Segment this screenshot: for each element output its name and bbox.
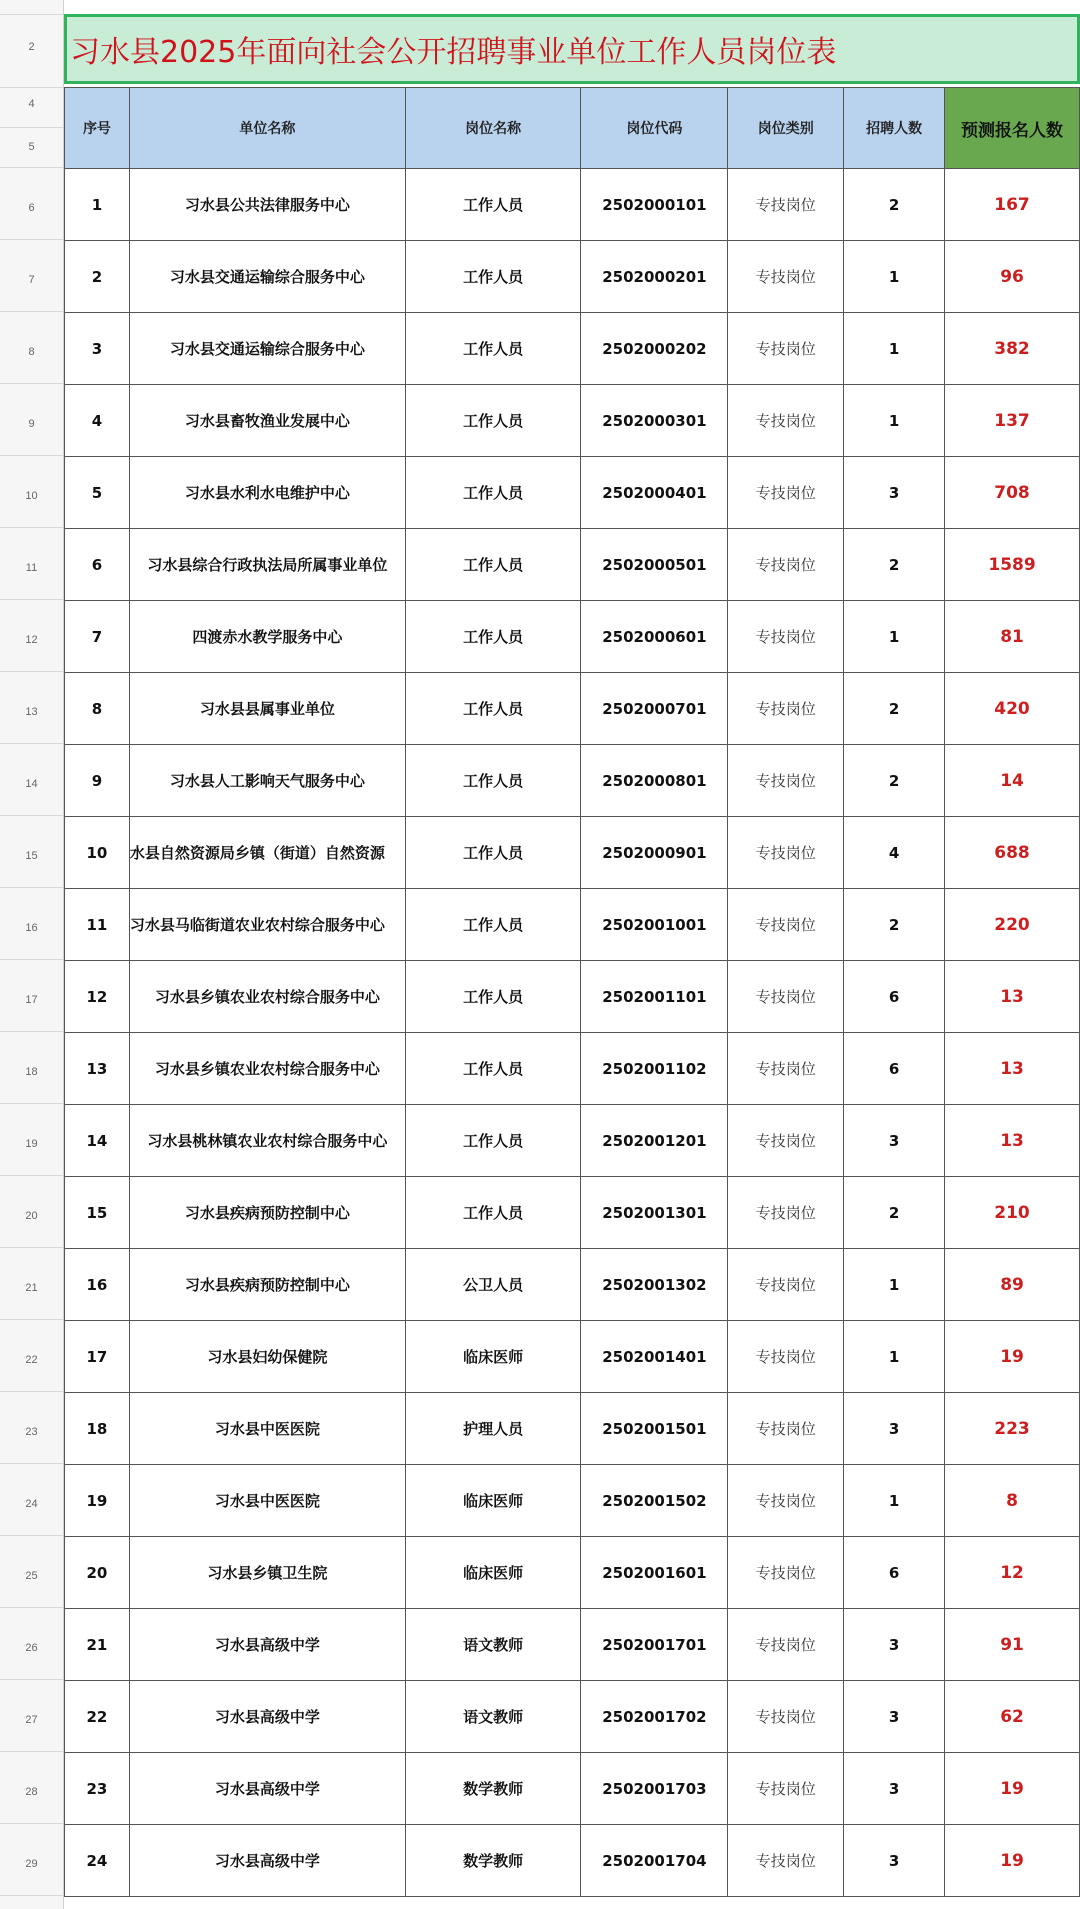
cell-unit-name[interactable]: 习水县乡镇农业农村综合服务中心 [129, 1033, 405, 1105]
cell-hire-count[interactable]: 2 [844, 745, 945, 817]
row-number[interactable]: 9 [28, 418, 35, 430]
cell-unit-name[interactable]: 习水县畜牧渔业发展中心 [129, 385, 405, 457]
cell-position-category[interactable]: 专技岗位 [728, 1321, 844, 1393]
cell-position-category[interactable]: 专技岗位 [728, 1537, 844, 1609]
cell-unit-name[interactable]: 习水县交通运输综合服务中心 [129, 241, 405, 313]
cell-position-name[interactable]: 工作人员 [405, 529, 581, 601]
cell-seq[interactable]: 4 [65, 385, 130, 457]
table-row [65, 961, 1080, 1033]
cell-position-code[interactable]: 2502001001 [581, 889, 728, 961]
row-number[interactable]: 25 [25, 1570, 38, 1582]
cell-position-code[interactable]: 2502001701 [581, 1609, 728, 1681]
cell-predicted-applicants[interactable]: 210 [945, 1177, 1080, 1249]
gutter-divider [0, 1535, 63, 1536]
cell-position-code[interactable]: 2502000601 [581, 601, 728, 673]
cell-predicted-applicants[interactable]: 167 [945, 169, 1080, 241]
cell-position-category[interactable]: 专技岗位 [728, 457, 844, 529]
cell-position-category[interactable]: 专技岗位 [728, 673, 844, 745]
gutter-divider [0, 815, 63, 816]
cell-seq[interactable]: 19 [65, 1465, 130, 1537]
cell-hire-count[interactable]: 3 [844, 1609, 945, 1681]
cell-seq[interactable]: 17 [65, 1321, 130, 1393]
row-number[interactable]: 7 [28, 274, 35, 286]
cell-position-name[interactable]: 工作人员 [405, 457, 581, 529]
cell-hire-count[interactable]: 3 [844, 1825, 945, 1897]
table-row [65, 313, 1080, 385]
cell-seq[interactable]: 20 [65, 1537, 130, 1609]
cell-predicted-applicants[interactable]: 19 [945, 1321, 1080, 1393]
table-row [65, 1825, 1080, 1897]
cell-position-category[interactable]: 专技岗位 [728, 1609, 844, 1681]
cell-position-name[interactable]: 工作人员 [405, 889, 581, 961]
cell-position-code[interactable]: 2502000501 [581, 529, 728, 601]
cell-unit-name[interactable]: 习水县县属事业单位 [129, 673, 405, 745]
cell-seq[interactable]: 3 [65, 313, 130, 385]
cell-predicted-applicants[interactable]: 14 [945, 745, 1080, 817]
cell-predicted-applicants[interactable]: 688 [945, 817, 1080, 889]
row-number[interactable]: 21 [25, 1282, 38, 1294]
cell-predicted-applicants[interactable]: 89 [945, 1249, 1080, 1321]
cell-unit-name[interactable]: 习水县高级中学 [129, 1825, 405, 1897]
row-number[interactable]: 16 [25, 922, 38, 934]
gutter-divider [0, 887, 63, 888]
cell-predicted-applicants[interactable]: 91 [945, 1609, 1080, 1681]
cell-unit-name[interactable]: 习水县疾病预防控制中心 [129, 1177, 405, 1249]
cell-position-category[interactable]: 专技岗位 [728, 1825, 844, 1897]
cell-hire-count[interactable]: 3 [844, 1681, 945, 1753]
cell-position-category[interactable]: 专技岗位 [728, 169, 844, 241]
cell-position-name[interactable]: 工作人员 [405, 745, 581, 817]
cell-position-name[interactable]: 临床医师 [405, 1465, 581, 1537]
cell-hire-count[interactable]: 6 [844, 961, 945, 1033]
cell-position-code[interactable]: 2502000701 [581, 673, 728, 745]
cell-hire-count[interactable]: 4 [844, 817, 945, 889]
cell-seq[interactable]: 7 [65, 601, 130, 673]
table-row [65, 1681, 1080, 1753]
cell-position-code[interactable]: 2502000801 [581, 745, 728, 817]
gutter-divider [0, 455, 63, 456]
header-seq[interactable]: 序号 [65, 88, 130, 169]
cell-predicted-applicants[interactable]: 8 [945, 1465, 1080, 1537]
cell-position-name[interactable]: 工作人员 [405, 169, 581, 241]
cell-seq[interactable]: 21 [65, 1609, 130, 1681]
cell-hire-count[interactable]: 6 [844, 1537, 945, 1609]
cell-position-name[interactable]: 语文教师 [405, 1681, 581, 1753]
row-number[interactable]: 26 [25, 1642, 38, 1654]
cell-hire-count[interactable]: 1 [844, 1321, 945, 1393]
cell-position-code[interactable]: 2502001201 [581, 1105, 728, 1177]
table-row [65, 1753, 1080, 1825]
title-cell-selected[interactable] [64, 14, 1080, 84]
cell-unit-name[interactable]: 习水县乡镇卫生院 [129, 1537, 405, 1609]
header-row [65, 88, 1080, 169]
cell-position-code[interactable]: 2502000301 [581, 385, 728, 457]
cell-hire-count[interactable]: 2 [844, 1177, 945, 1249]
table-row [65, 1465, 1080, 1537]
cell-position-category[interactable]: 专技岗位 [728, 745, 844, 817]
cell-unit-name[interactable]: 习水县妇幼保健院 [129, 1321, 405, 1393]
cell-position-code[interactable]: 2502001704 [581, 1825, 728, 1897]
gutter-divider [0, 311, 63, 312]
table-row [65, 745, 1080, 817]
gutter-divider [0, 127, 63, 128]
gutter-divider [0, 239, 63, 240]
cell-position-category[interactable]: 专技岗位 [728, 889, 844, 961]
header-position-name[interactable]: 岗位名称 [405, 88, 581, 169]
cell-hire-count[interactable]: 6 [844, 1033, 945, 1105]
cell-position-code[interactable]: 2502001702 [581, 1681, 728, 1753]
table-row [65, 457, 1080, 529]
row-number[interactable]: 24 [25, 1498, 38, 1510]
row-number[interactable]: 18 [25, 1066, 38, 1078]
gutter-divider [0, 1607, 63, 1608]
table-row [65, 385, 1080, 457]
table-row [65, 889, 1080, 961]
gutter-divider [0, 527, 63, 528]
cell-position-code[interactable]: 2502000101 [581, 169, 728, 241]
gutter-divider [0, 1175, 63, 1176]
cell-hire-count[interactable]: 3 [844, 1393, 945, 1465]
table-row [65, 1393, 1080, 1465]
table-row [65, 1033, 1080, 1105]
row-number[interactable]: 12 [25, 634, 38, 646]
table-row [65, 673, 1080, 745]
row-number[interactable]: 28 [25, 1786, 38, 1798]
cell-position-code[interactable]: 2502000901 [581, 817, 728, 889]
cell-position-category[interactable]: 专技岗位 [728, 1681, 844, 1753]
sheet-title: 习水县2025年面向社会公开招聘事业单位工作人员岗位表 [70, 35, 837, 70]
cell-position-name[interactable]: 临床医师 [405, 1321, 581, 1393]
row-number[interactable]: 14 [25, 778, 38, 790]
cell-seq[interactable]: 22 [65, 1681, 130, 1753]
cell-position-name[interactable]: 工作人员 [405, 1177, 581, 1249]
table-row [65, 1609, 1080, 1681]
cell-seq[interactable]: 24 [65, 1825, 130, 1897]
gutter-divider [0, 87, 63, 88]
cell-position-name[interactable]: 工作人员 [405, 961, 581, 1033]
cell-unit-name[interactable]: 习水县桃林镇农业农村综合服务中心 [129, 1105, 405, 1177]
cell-hire-count[interactable]: 2 [844, 889, 945, 961]
row-number[interactable]: 5 [28, 141, 35, 153]
row-number[interactable]: 11 [25, 562, 38, 574]
table-row [65, 1105, 1080, 1177]
cell-position-code[interactable]: 2502001502 [581, 1465, 728, 1537]
gutter-divider [0, 959, 63, 960]
gutter-divider [0, 1103, 63, 1104]
row-number[interactable]: 22 [25, 1354, 38, 1366]
cell-position-category[interactable]: 专技岗位 [728, 817, 844, 889]
cell-position-code[interactable]: 2502001703 [581, 1753, 728, 1825]
cell-seq[interactable]: 11 [65, 889, 130, 961]
cell-unit-name[interactable]: 习水县中医医院 [129, 1393, 405, 1465]
header-predicted-applicants[interactable]: 预测报名人数 [945, 88, 1080, 169]
cell-position-name[interactable]: 工作人员 [405, 1033, 581, 1105]
cell-predicted-applicants[interactable]: 12 [945, 1537, 1080, 1609]
cell-unit-name[interactable]: 习水县交通运输综合服务中心 [129, 313, 405, 385]
gutter-divider [0, 1895, 63, 1896]
gutter-divider [0, 14, 63, 15]
gutter-divider [0, 1679, 63, 1680]
cell-position-category[interactable]: 专技岗位 [728, 241, 844, 313]
table-row [65, 601, 1080, 673]
row-number[interactable]: 17 [25, 994, 38, 1006]
cell-seq[interactable]: 6 [65, 529, 130, 601]
cell-seq[interactable]: 9 [65, 745, 130, 817]
cell-predicted-applicants[interactable]: 19 [945, 1825, 1080, 1897]
cell-position-code[interactable]: 2502001401 [581, 1321, 728, 1393]
cell-position-name[interactable]: 工作人员 [405, 601, 581, 673]
cell-position-name[interactable]: 数学教师 [405, 1753, 581, 1825]
cell-predicted-applicants[interactable]: 62 [945, 1681, 1080, 1753]
cell-unit-name[interactable]: 习水县乡镇农业农村综合服务中心 [129, 961, 405, 1033]
cell-seq[interactable]: 15 [65, 1177, 130, 1249]
cell-predicted-applicants[interactable]: 420 [945, 673, 1080, 745]
cell-seq[interactable]: 12 [65, 961, 130, 1033]
cell-hire-count[interactable]: 3 [844, 1753, 945, 1825]
table-row [65, 817, 1080, 889]
cell-predicted-applicants[interactable]: 96 [945, 241, 1080, 313]
table-body [65, 169, 1080, 1897]
table-row [65, 1537, 1080, 1609]
cell-predicted-applicants[interactable]: 13 [945, 1105, 1080, 1177]
table-row [65, 1177, 1080, 1249]
gutter-divider [0, 1391, 63, 1392]
cell-position-category[interactable]: 专技岗位 [728, 1033, 844, 1105]
cell-position-category[interactable]: 专技岗位 [728, 1753, 844, 1825]
cell-predicted-applicants[interactable]: 220 [945, 889, 1080, 961]
gutter-divider [0, 1463, 63, 1464]
cell-unit-name[interactable]: 习水县水利水电维护中心 [129, 457, 405, 529]
cell-position-category[interactable]: 专技岗位 [728, 1177, 844, 1249]
row-number[interactable]: 19 [25, 1138, 38, 1150]
table-row [65, 169, 1080, 241]
cell-seq[interactable]: 1 [65, 169, 130, 241]
cell-seq[interactable]: 5 [65, 457, 130, 529]
cell-hire-count[interactable]: 1 [844, 1465, 945, 1537]
cell-position-category[interactable]: 专技岗位 [728, 313, 844, 385]
cell-position-name[interactable]: 工作人员 [405, 313, 581, 385]
cell-position-category[interactable]: 专技岗位 [728, 529, 844, 601]
cell-position-code[interactable]: 2502001101 [581, 961, 728, 1033]
cell-position-code[interactable]: 2502001601 [581, 1537, 728, 1609]
header-unit-name[interactable]: 单位名称 [129, 88, 405, 169]
cell-predicted-applicants[interactable]: 19 [945, 1753, 1080, 1825]
cell-seq[interactable]: 16 [65, 1249, 130, 1321]
cell-seq[interactable]: 2 [65, 241, 130, 313]
cell-unit-name[interactable]: 习水县公共法律服务中心 [129, 169, 405, 241]
table-row [65, 1249, 1080, 1321]
cell-unit-name[interactable]: 习水县高级中学 [129, 1609, 405, 1681]
cell-position-name[interactable]: 工作人员 [405, 385, 581, 457]
cell-predicted-applicants[interactable]: 13 [945, 961, 1080, 1033]
cell-unit-name[interactable]: 习水县人工影响天气服务中心 [129, 745, 405, 817]
gutter-divider [0, 167, 63, 168]
row-number[interactable]: 8 [28, 346, 35, 358]
cell-unit-name[interactable]: 习水县高级中学 [129, 1753, 405, 1825]
cell-position-category[interactable]: 专技岗位 [728, 385, 844, 457]
cell-hire-count[interactable]: 1 [844, 313, 945, 385]
gutter-divider [0, 743, 63, 744]
row-number[interactable]: 27 [25, 1714, 38, 1726]
cell-position-code[interactable]: 2502000201 [581, 241, 728, 313]
row-number[interactable]: 6 [28, 202, 35, 214]
cell-position-name[interactable]: 工作人员 [405, 241, 581, 313]
cell-hire-count[interactable]: 1 [844, 385, 945, 457]
gutter-divider [0, 1823, 63, 1824]
cell-position-code[interactable]: 2502001102 [581, 1033, 728, 1105]
row-number[interactable]: 29 [25, 1858, 38, 1870]
gutter-divider [0, 671, 63, 672]
cell-position-name[interactable]: 数学教师 [405, 1825, 581, 1897]
cell-predicted-applicants[interactable]: 1589 [945, 529, 1080, 601]
cell-seq[interactable]: 18 [65, 1393, 130, 1465]
cell-unit-name[interactable]: 习水县马临街道农业农村综合服务中心 [129, 889, 405, 961]
gutter-divider [0, 1031, 63, 1032]
cell-position-category[interactable]: 专技岗位 [728, 601, 844, 673]
cell-predicted-applicants[interactable]: 13 [945, 1033, 1080, 1105]
cell-position-code[interactable]: 2502001302 [581, 1249, 728, 1321]
row-number[interactable]: 23 [25, 1426, 38, 1438]
cell-position-category[interactable]: 专技岗位 [728, 1105, 844, 1177]
cell-seq[interactable]: 10 [65, 817, 130, 889]
cell-position-code[interactable]: 2502001501 [581, 1393, 728, 1465]
cell-hire-count[interactable]: 3 [844, 457, 945, 529]
cell-unit-name[interactable]: 水县自然资源局乡镇（街道）自然资源 [129, 817, 405, 889]
row-number-gutter [0, 0, 64, 1909]
cell-seq[interactable]: 8 [65, 673, 130, 745]
cell-predicted-applicants[interactable]: 223 [945, 1393, 1080, 1465]
cell-position-name[interactable]: 语文教师 [405, 1609, 581, 1681]
cell-position-name[interactable]: 工作人员 [405, 673, 581, 745]
cell-position-code[interactable]: 2502001301 [581, 1177, 728, 1249]
cell-unit-name[interactable]: 习水县中医医院 [129, 1465, 405, 1537]
cell-position-category[interactable]: 专技岗位 [728, 961, 844, 1033]
cell-predicted-applicants[interactable]: 137 [945, 385, 1080, 457]
cell-hire-count[interactable]: 2 [844, 529, 945, 601]
cell-position-code[interactable]: 2502000401 [581, 457, 728, 529]
cell-unit-name[interactable]: 习水县疾病预防控制中心 [129, 1249, 405, 1321]
gutter-divider [0, 383, 63, 384]
row-number[interactable]: 15 [25, 850, 38, 862]
table-row [65, 529, 1080, 601]
cell-hire-count[interactable]: 2 [844, 169, 945, 241]
gutter-divider [0, 1751, 63, 1752]
cell-position-category[interactable]: 专技岗位 [728, 1249, 844, 1321]
positions-table [64, 87, 1080, 1897]
cell-seq[interactable]: 23 [65, 1753, 130, 1825]
cell-unit-name[interactable]: 习水县综合行政执法局所属事业单位 [129, 529, 405, 601]
row-number[interactable]: 4 [28, 98, 35, 110]
cell-seq[interactable]: 14 [65, 1105, 130, 1177]
cell-unit-name[interactable]: 习水县高级中学 [129, 1681, 405, 1753]
cell-hire-count[interactable]: 1 [844, 241, 945, 313]
gutter-divider [0, 599, 63, 600]
row-1-blank [64, 0, 1080, 15]
cell-position-name[interactable]: 工作人员 [405, 817, 581, 889]
table-row [65, 1321, 1080, 1393]
gutter-divider [0, 1247, 63, 1248]
row-number[interactable]: 10 [25, 490, 38, 502]
header-position-category[interactable]: 岗位类别 [728, 88, 844, 169]
cell-predicted-applicants[interactable]: 382 [945, 313, 1080, 385]
row-number[interactable]: 13 [25, 706, 38, 718]
cell-position-category[interactable]: 专技岗位 [728, 1465, 844, 1537]
cell-hire-count[interactable]: 3 [844, 1105, 945, 1177]
cell-hire-count[interactable]: 2 [844, 673, 945, 745]
cell-seq[interactable]: 13 [65, 1033, 130, 1105]
cell-predicted-applicants[interactable]: 81 [945, 601, 1080, 673]
header-position-code[interactable]: 岗位代码 [581, 88, 728, 169]
cell-hire-count[interactable]: 1 [844, 601, 945, 673]
gutter-divider [0, 1319, 63, 1320]
cell-position-name[interactable]: 工作人员 [405, 1105, 581, 1177]
row-number[interactable]: 2 [28, 41, 35, 53]
cell-predicted-applicants[interactable]: 708 [945, 457, 1080, 529]
cell-position-name[interactable]: 临床医师 [405, 1537, 581, 1609]
cell-position-name[interactable]: 公卫人员 [405, 1249, 581, 1321]
cell-unit-name[interactable]: 四渡赤水教学服务中心 [129, 601, 405, 673]
cell-position-name[interactable]: 护理人员 [405, 1393, 581, 1465]
cell-position-category[interactable]: 专技岗位 [728, 1393, 844, 1465]
row-number[interactable]: 20 [25, 1210, 38, 1222]
cell-hire-count[interactable]: 1 [844, 1249, 945, 1321]
header-hire-count[interactable]: 招聘人数 [844, 88, 945, 169]
table-row [65, 241, 1080, 313]
cell-position-code[interactable]: 2502000202 [581, 313, 728, 385]
